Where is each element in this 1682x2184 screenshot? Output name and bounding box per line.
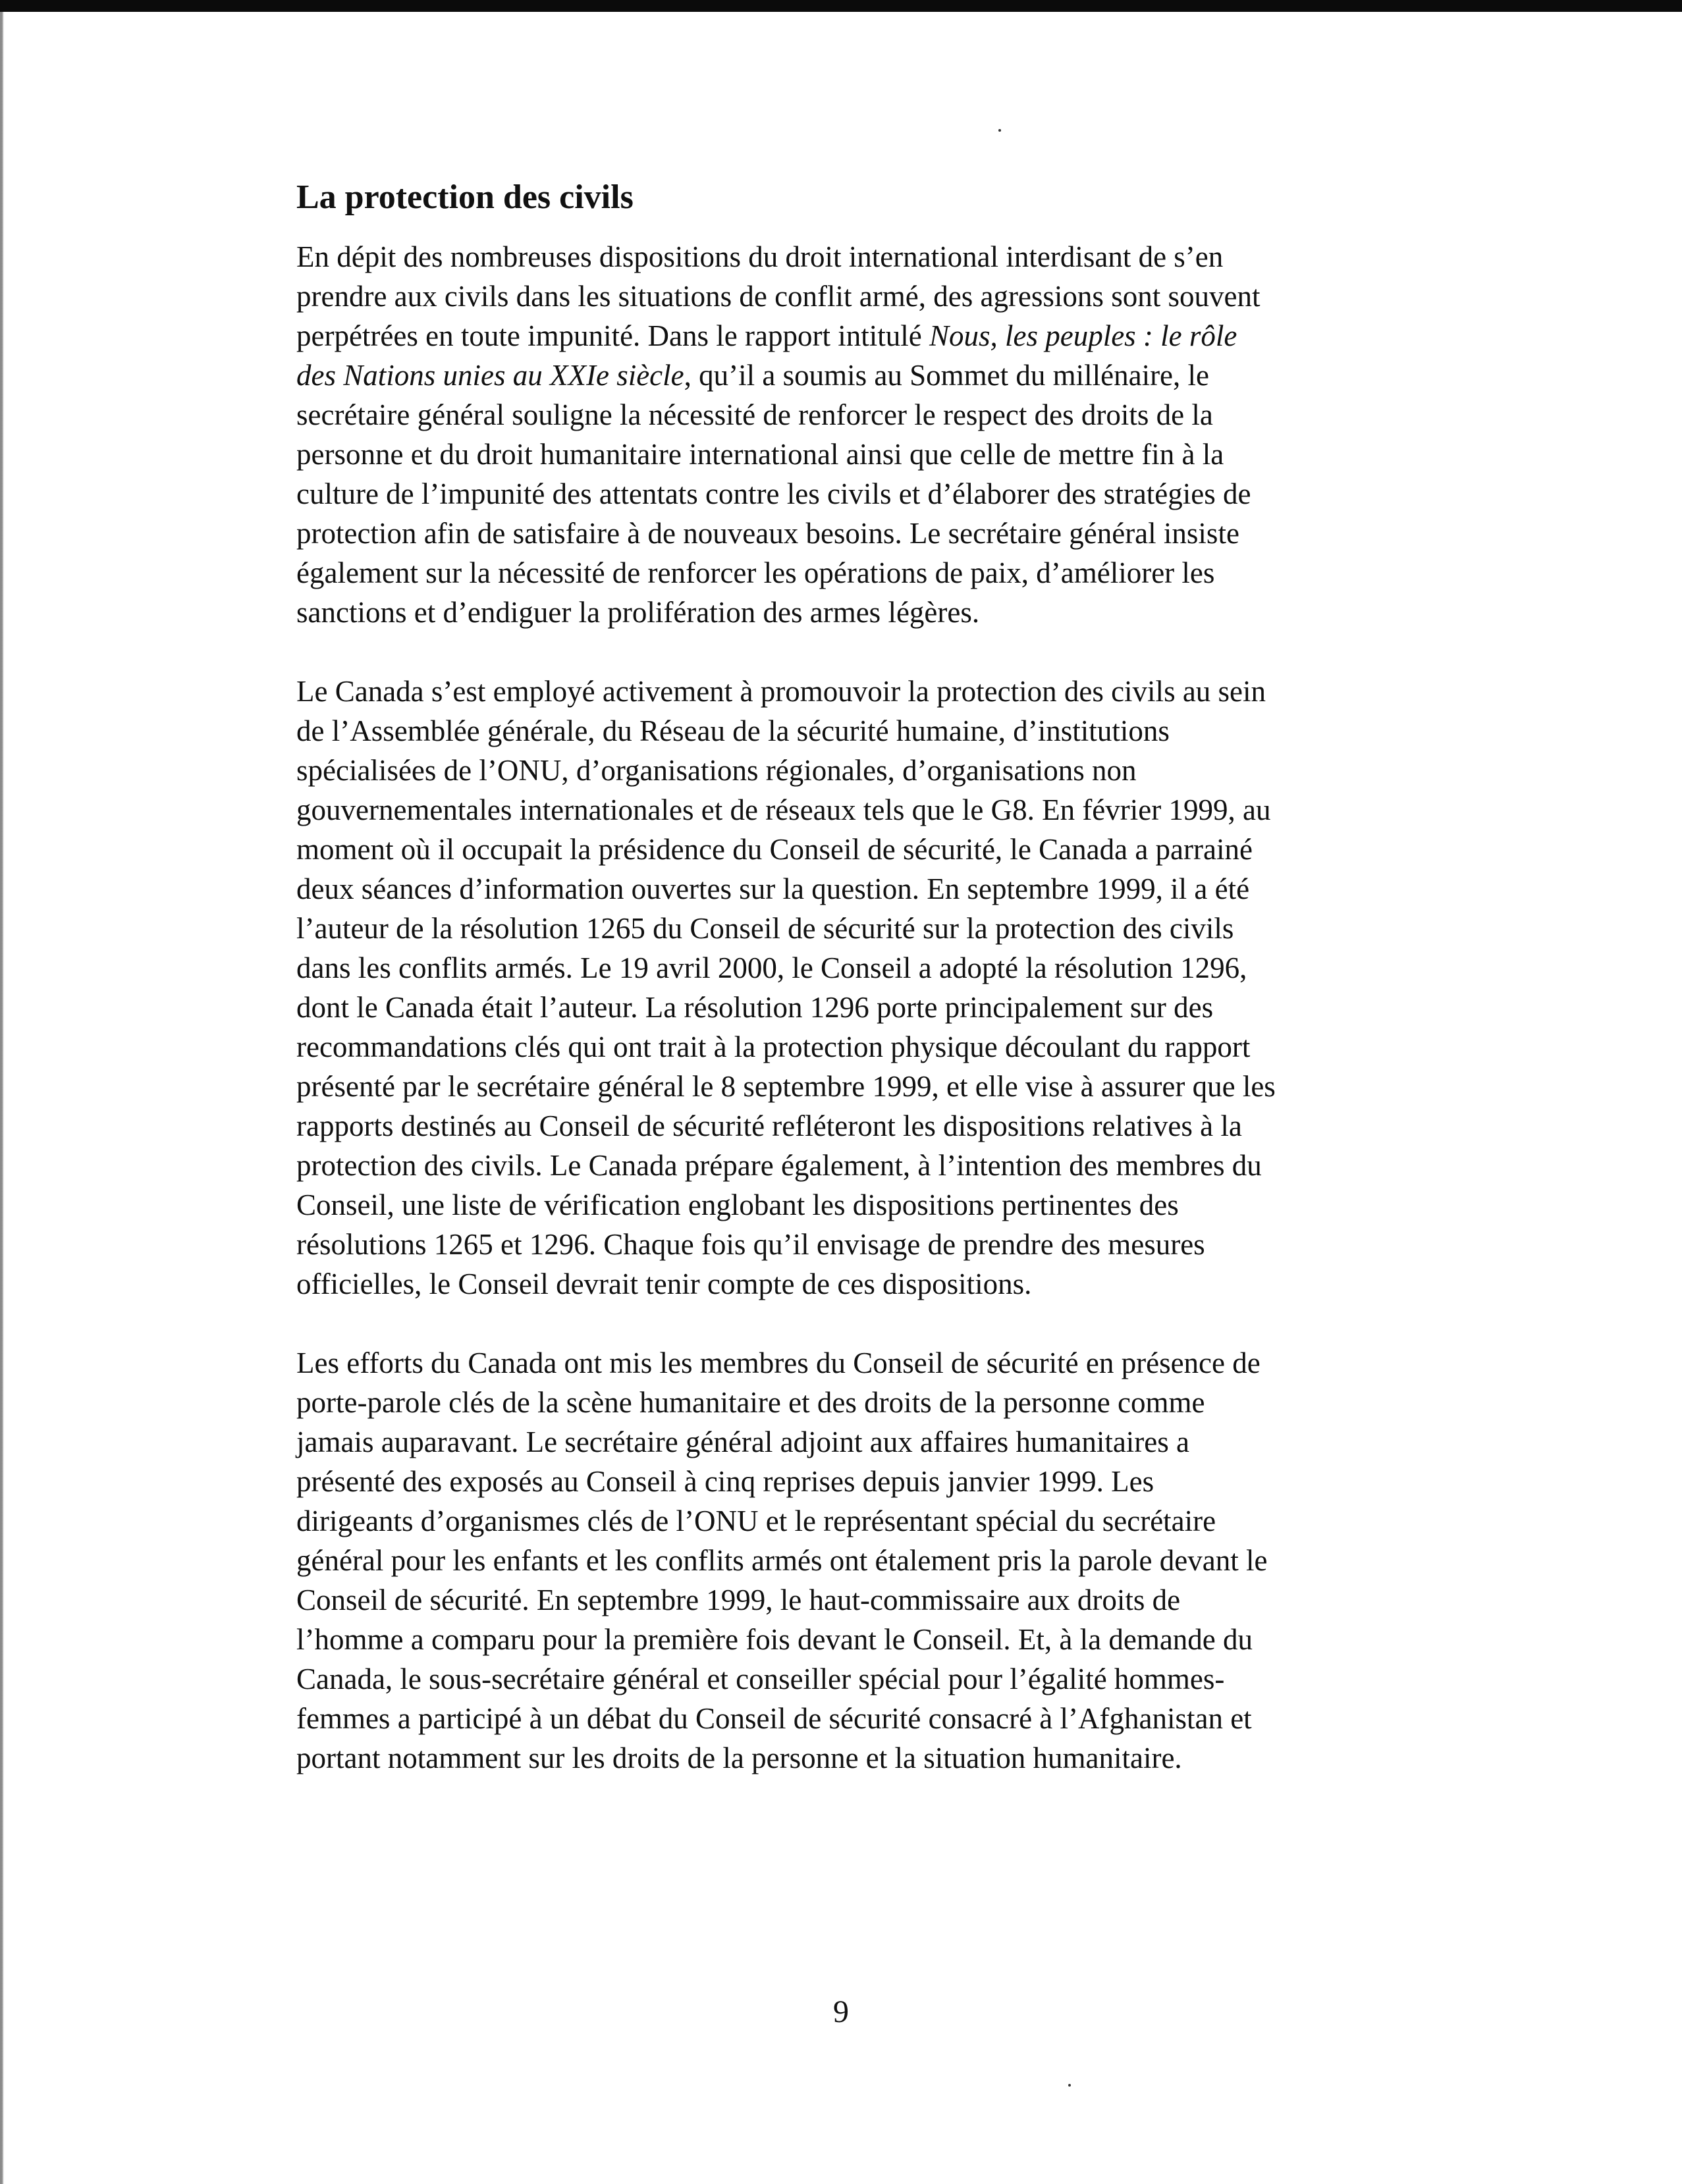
scan-left-border: [0, 12, 4, 2184]
paragraph-intro-after-title: , qu’il a soumis au Sommet du millénaire, le secrétaire général souligne la nécessité de renforcer le respect des droits de la personne et du droit humanitaire international ainsi que celle de mettre fin à la culture de l’impunité des attentats contre les civils et d’élaborer des stratégies de protection afin de satisfaire à de nouveaux besoins. Le secrétaire général insiste également sur la nécessité de renforcer les opérations de paix, d’améliorer les sanctions et d’endiguer la prolifération des armes légères.: [296, 359, 1251, 629]
paragraph-intro: [296, 237, 1469, 632]
paragraph-council-briefings: Les efforts du Canada ont mis les membres du Conseil de sécurité en présence de porte-parole clés de la scène humanitaire et des droits de la personne comme jamais auparavant. Le secrétaire général adjoint aux affaires humanitaires a présenté des exposés au Conseil à cinq reprises depuis janvier 1999. Les dirigeants d’organismes clés de l’ONU et le représentant spécial du secrétaire général pour les enfants et les conflits armés ont étalement pris la parole devant le Conseil de sécurité. En septembre 1999, le haut-commissaire aux droits de l’homme a comparu pour la première fois devant le Conseil. Et, à la demande du Canada, le sous-secrétaire général et conseiller spécial pour l’égalité hommes- femmes a participé à un débat du Conseil de sécurité consacré à l’Afghanistan et portant notamment sur les droits de la personne et la situation humanitaire.: [296, 1346, 1268, 1774]
paragraph-canada-efforts: Le Canada s’est employé activement à promouvoir la protection des civils au sein de l’Assemblée générale, du Réseau de la sécurité humaine, d’institutions spécialisées de l’ONU, d’organisations régionales, d’organisations non gouvernementales internationales et de réseaux tels que le G8. En février 1999, au moment où il occupait la présidence du Conseil de sécurité, le Canada a parrainé deux séances d’information ouvertes sur la question. En septembre 1999, il a été l’auteur de la résolution 1265 du Conseil de sécurité sur la protection des civils dans les conflits armés. Le 19 avril 2000, le Conseil a adopté la résolution 1296, dont le Canada était l’auteur. La résolution 1296 porte principalement sur des recommandations clés qui ont trait à la protection physique découlant du rapport présenté par le secrétaire général le 8 septembre 1999, et elle vise à assurer que les rapports destinés au Conseil de sécurité refléteront les dispositions relatives à la protection des civils. Le Canada prépare également, à l’intention des membres du Conseil, une liste de vérification englobant les dispositions pertinentes des résolutions 1265 et 1296. Chaque fois qu’il envisage de prendre des mesures officielles, le Conseil devrait tenir compte de ces dispositions.: [296, 675, 1276, 1300]
paragraph-intro-before-title: En dépit des nombreuses dispositions du droit international interdisant de s’en prendre aux civils dans les situations de conflit armé, des agressions sont souvent perpétrées en toute impunité. Dans le rapport intitulé: [296, 240, 1261, 352]
section-heading: La protection des civils: [296, 178, 634, 216]
page-number: 9: [833, 1994, 849, 2029]
scan-speck: [998, 129, 1001, 132]
page-content: [296, 176, 1469, 1817]
report-title: Nous, les peuples : le rôle des Nations unies au XXIe siècle: [296, 319, 1237, 392]
scan-top-border: [0, 0, 1682, 12]
scan-speck: [1068, 2084, 1071, 2087]
